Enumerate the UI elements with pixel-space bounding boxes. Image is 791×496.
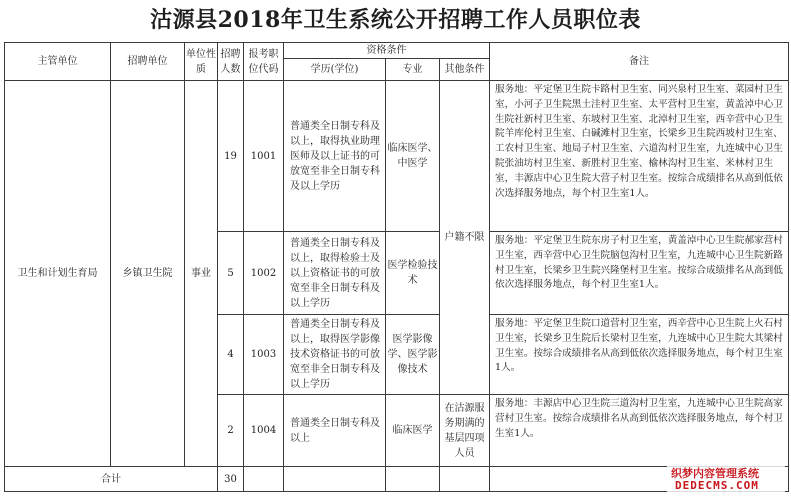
header-remarks: 备注 <box>490 43 789 81</box>
header-major: 专业 <box>386 59 440 81</box>
remarks-cell: 服务地：丰源店中心卫生院三道沟村卫生室，九连城中心卫生院高家营村卫生室。按综合成绩排名从高到低依次选择服务地点，每个村卫生室1人。 <box>490 395 789 467</box>
major-cell: 临床医学、中医学 <box>386 81 440 232</box>
header-other: 其他条件 <box>440 59 490 81</box>
watermark-url: DEDECMS.COM <box>675 479 759 492</box>
total-count: 30 <box>218 467 244 492</box>
dept-cell: 卫生和计划生育局 <box>5 81 111 467</box>
header-unit: 招聘单位 <box>111 43 185 81</box>
edu-cell: 普通类全日制专科及以上，取得检验士及以上资格证书的可放宽至非全日制专科及以上学历 <box>284 232 386 315</box>
major-cell: 医学影像学、医学影像技术 <box>386 315 440 395</box>
unit-cell: 乡镇卫生院 <box>111 81 185 467</box>
edu-cell: 普通类全日制专科及以上，取得执业助理医师及以上证书的可放宽至非全日制专科及以上学历 <box>284 81 386 232</box>
count-cell: 2 <box>218 395 244 467</box>
other-cell: 在沽源服务期满的基层四项人员 <box>440 395 490 467</box>
edu-cell: 普通类全日制专科及以上 <box>284 395 386 467</box>
position-table <box>4 42 789 492</box>
count-cell: 19 <box>218 81 244 232</box>
watermark-title: 织梦内容管理系统 <box>671 467 759 480</box>
remarks-cell: 服务地：平定堡卫生院卡路村卫生室、同兴泉村卫生室、菜园村卫生室，小河子卫生院黑土洼村卫生室、太平营村卫生室，黄盖淖中心卫生院社新村卫生室、东坡村卫生室、北淖村卫生室，西辛营中心卫生院羊库伦村卫生室、白碱滩村卫生室，长梁乡卫生院西坡村卫生室、工农村卫生室、地局子村卫生室、六道沟村卫生室，九连城中心卫生院张油坊村卫生室、新胜村卫生室、榆林沟村卫生室、米林村卫生室，丰源店中心卫生院大营子村卫生室。按综合成绩排名从高到低依次选择服务地点，每个村卫生室1人。 <box>490 81 789 232</box>
other-cell-shared: 户籍不限 <box>440 81 490 395</box>
header-count: 招聘人数 <box>218 43 244 81</box>
table-row <box>5 81 789 232</box>
major-cell: 临床医学 <box>386 395 440 467</box>
remarks-cell: 服务地：平定堡卫生院口道营村卫生室，西辛营中心卫生院上火石村卫生室，长梁乡卫生院后长梁村卫生室，九连城中心卫生院大其梁村卫生室。按综合成绩排名从高到低依次选择服务地点，每个村卫生室1人。 <box>490 315 789 395</box>
major-cell: 医学检验技术 <box>386 232 440 315</box>
code-cell: 1004 <box>244 395 284 467</box>
nature-cell: 事业 <box>185 81 218 467</box>
total-label: 合计 <box>5 467 218 492</box>
page-title: 沽源县2018年卫生系统公开招聘工作人员职位表 <box>150 7 641 33</box>
header-conditions: 资格条件 <box>284 43 490 59</box>
header-code: 报考职位代码 <box>244 43 284 81</box>
edu-cell: 普通类全日制专科及以上，取得医学影像技术资格证书的可放宽至非全日制专科及以上学历 <box>284 315 386 395</box>
header-dept: 主管单位 <box>5 43 111 81</box>
header-edu: 学历(学位) <box>284 59 386 81</box>
code-cell: 1003 <box>244 315 284 395</box>
header-nature: 单位性质 <box>185 43 218 81</box>
count-cell: 4 <box>218 315 244 395</box>
remarks-cell: 服务地：平定堡卫生院东房子村卫生室，黄盖淖中心卫生院郝家营村卫生室，西辛营中心卫生院脑包沟村卫生室，九连城中心卫生院新路村卫生室，长梁乡卫生院兴隆堡村卫生室。按综合成绩排名从高到低依次选择服务地点，每个村卫生室1人。 <box>490 232 789 315</box>
code-cell: 1002 <box>244 232 284 315</box>
code-cell: 1001 <box>244 81 284 232</box>
count-cell: 5 <box>218 232 244 315</box>
watermark-logo <box>667 464 785 494</box>
